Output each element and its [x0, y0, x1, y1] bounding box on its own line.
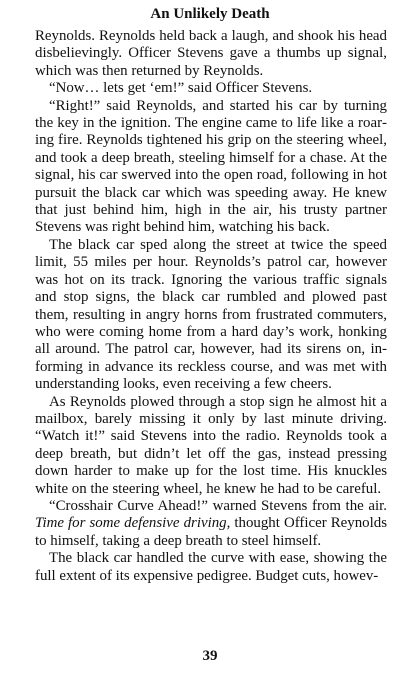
paragraph-text-segment: , thought Officer Reynolds to himself, taking a deep breath to steel himself. [35, 515, 387, 549]
italic-thought: Time for some defensive driving [35, 515, 227, 532]
paragraph: Reynolds. Reynolds held back a laugh, and shook his head disbelievingly. Officer Stevens gave a thumbs up signal, which was then returned by Reynolds. [35, 28, 387, 79]
paragraph-text-segment: “Crosshair Curve Ahead!” warned Stevens from the air. [49, 497, 387, 514]
running-head-title: An Unlikely Death [150, 6, 270, 22]
page-number: 39 [202, 648, 218, 664]
paragraph [35, 498, 387, 550]
paragraph: “Right!” said Reynolds, and started his car by turning the key in the ignition. The engine came to life like a roaring fire. Reynolds tightened his grip on the steering wheel, and took a deep breath, steeling himself for a chase. At the signal, his car swerved into the open road, following in hot pursuit the black car which was speeding away. He knew that just behind him, high in the air, his trusty partner Stevens was right behind him, watching his back. [35, 97, 387, 236]
paragraph: The black car sped along the street at twice the speed limit, 55 miles per hour. Reynolds’s patrol car, however was hot on its track. Ignoring the various traffic signals and stop signs, the black car rumbled and plowed past them, resulting in angry horns from frustrated commuters, who were coming home from a hard day’s work, honking all around. The patrol car, however, had its sirens on, informing in advance its reckless course, and was met with understanding looks, even receiving a few cheers. [35, 236, 387, 393]
paragraph: The black car handled the curve with ease, showing the full extent of its expensive pedigree. Budget cuts, howev- [35, 550, 387, 584]
paragraph: As Reynolds plowed through a stop sign he almost hit a mailbox, barely missing it only by last minute driving. “Watch it!” said Stevens into the radio. Reynolds took a deep breath, but didn’t let off the gas, instead pressing down harder to make up for the lost time. His knuckles white on the steering wheel, he knew he had to be careful. [35, 393, 387, 497]
paragraph: “Now… lets get ‘em!” said Officer Stevens. [49, 80, 313, 97]
body-text [35, 28, 387, 585]
